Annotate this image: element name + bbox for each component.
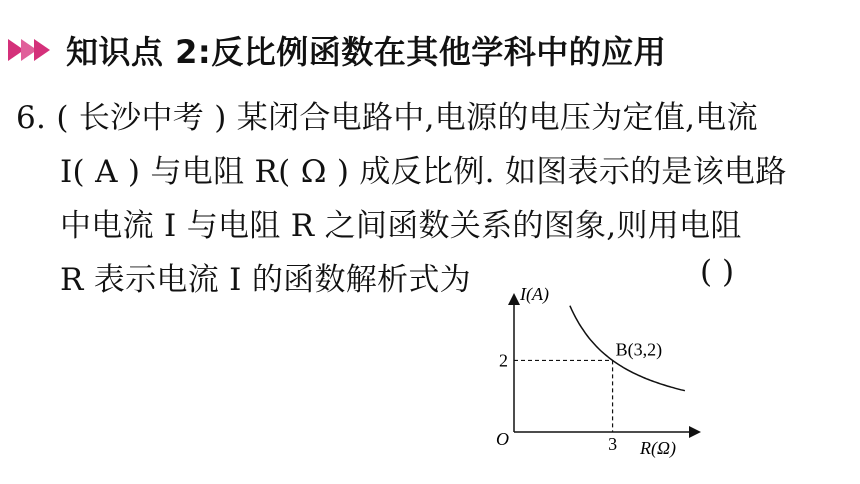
double-arrow-icon (8, 37, 60, 63)
x-tick-label: 3 (608, 434, 618, 454)
section-header (8, 28, 666, 72)
question-line-1: 6. ( 长沙中考 ) 某闭合电路中,电源的电压为定值,电流 (16, 100, 758, 136)
section-title: 知识点 2:反比例函数在其他学科中的应用 (66, 33, 667, 71)
y-axis-label: I(A) (520, 284, 549, 304)
question-line-2: I( A ) 与电阻 R( Ω ) 成反比例. 如图表示的是该电路 (60, 154, 787, 190)
question-line-4: R 表示电流 I 的函数解析式为 (60, 262, 471, 298)
y-tick-label: 2 (499, 350, 508, 371)
question-line-3: 中电流 I 与电阻 R 之间函数关系的图象,则用电阻 (60, 208, 742, 244)
function-graph (490, 282, 720, 462)
answer-blank: ( ) (700, 254, 735, 290)
x-axis-label: R(Ω) (640, 438, 676, 458)
origin-label: O (496, 429, 509, 449)
point-b-label: B(3,2) (615, 339, 663, 360)
